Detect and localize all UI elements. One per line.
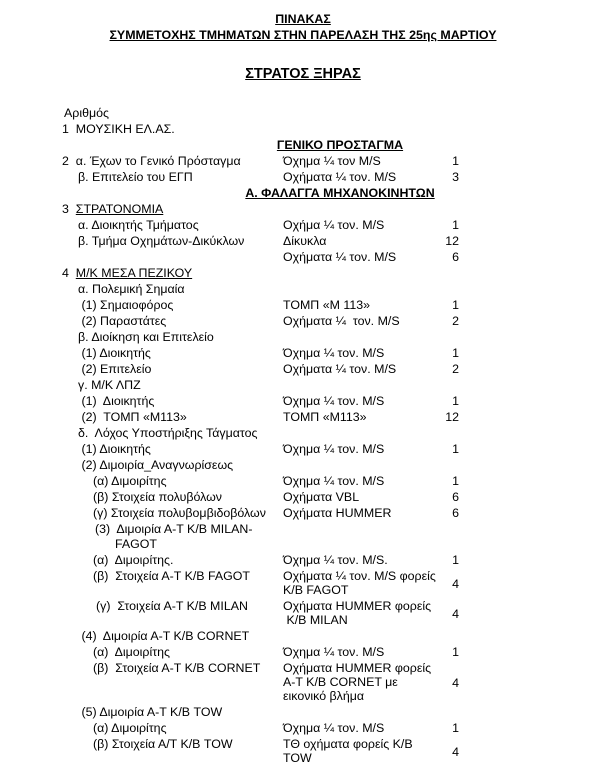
row-label bbox=[96, 599, 248, 614]
row-label bbox=[93, 506, 266, 521]
row-label bbox=[62, 154, 241, 169]
column-label-number: Αριθμός bbox=[64, 106, 109, 120]
row-label bbox=[62, 122, 175, 137]
vehicle-type: Δίκυκλα bbox=[283, 234, 327, 248]
row-label-text: δ. Λόχος Υποστήριξης Τάγματος bbox=[78, 426, 258, 440]
vehicle-type: Οχήμα ¼ τον. M/S bbox=[283, 218, 385, 232]
row-label-text: β. Τμήμα Οχημάτων-Δικύκλων bbox=[78, 234, 245, 248]
vehicle-type: Οχήματα HUMMER bbox=[283, 506, 392, 520]
row-label-text: α. Πολεμική Σημαία bbox=[78, 282, 185, 296]
vehicle-count: 1 bbox=[452, 721, 459, 735]
row-label bbox=[95, 522, 252, 537]
section-heading: Α. ΦΑΛΑΓΓΑ ΜΗΧΑΝΟΚΙΝΗΤΩΝ bbox=[245, 186, 435, 200]
vehicle-count: 1 bbox=[452, 474, 459, 488]
row-label-text: (2) ΤΟΜΠ «Μ113» bbox=[78, 410, 187, 424]
section-heading: ΓΕΝΙΚΟ ΠΡΟΣΤΑΓΜΑ bbox=[276, 138, 404, 152]
row-label bbox=[115, 537, 157, 552]
row-label-text: (β) Στοιχεία πολυβόλων bbox=[93, 490, 222, 504]
row-label bbox=[78, 442, 151, 457]
row-label-text: (β) Στοιχεία Α-Τ Κ/Β FAGOT bbox=[93, 569, 250, 583]
vehicle-count: 1 bbox=[452, 298, 459, 312]
row-label bbox=[93, 553, 173, 568]
row-label-text: (α) Διμοιρίτης bbox=[93, 474, 167, 488]
row-label bbox=[62, 202, 163, 217]
row-label bbox=[93, 490, 222, 505]
row-label bbox=[78, 394, 154, 409]
vehicle-type: Όχημα ¼ τον M/S bbox=[283, 154, 381, 168]
row-label-text: β. Επιτελείο του ΕΓΠ bbox=[78, 170, 193, 184]
vehicle-count: 1 bbox=[452, 154, 459, 168]
row-label bbox=[93, 721, 167, 736]
row-label-text: (1) Διοικητής bbox=[78, 394, 155, 408]
vehicle-type: Όχημα ¼ τον. M/S. bbox=[283, 553, 388, 567]
row-label-text: 1 ΜΟΥΣΙΚΗ ΕΛ.ΑΣ. bbox=[62, 122, 175, 136]
vehicle-type: Οχήματα VBL bbox=[283, 490, 360, 504]
row-label bbox=[78, 458, 233, 473]
vehicle-type-cont: Κ/Β FAGOT bbox=[283, 583, 349, 597]
vehicle-type: Οχήματα ¼ τον. M/S bbox=[283, 170, 397, 184]
vehicle-type-cont: Α-Τ Κ/Β CORNET με bbox=[283, 675, 398, 689]
vehicle-type: ΤΘ οχήματα φορείς Κ/Β bbox=[283, 737, 413, 751]
row-label-text: (1) Διοικητής bbox=[78, 346, 151, 360]
row-label-underlined: ΣΤΡΑΤΟΝΟΜΙΑ bbox=[75, 202, 164, 216]
vehicle-count: 4 bbox=[452, 607, 459, 621]
vehicle-count: 1 bbox=[452, 442, 459, 456]
row-label-text: (β) Στοιχεία Α-Τ Κ/Β CORNET bbox=[93, 661, 261, 675]
vehicle-count: 6 bbox=[452, 250, 459, 264]
vehicle-count: 2 bbox=[452, 314, 459, 328]
document-title: ΠΙΝΑΚΑΣ bbox=[275, 12, 331, 26]
row-label bbox=[78, 426, 257, 441]
vehicle-count: 12 bbox=[445, 234, 459, 248]
vehicle-type: Οχήματα ¼ τον. M/S bbox=[283, 250, 397, 264]
vehicle-type-cont: Κ/Β MILAN bbox=[283, 613, 348, 627]
vehicle-type: Οχήματα ¼ τον. M/S φορείς bbox=[283, 569, 436, 583]
row-label-text: α. Διοικητής Τμήματος bbox=[78, 218, 199, 232]
row-label bbox=[78, 314, 166, 329]
vehicle-type: Όχημα ¼ τον. M/S bbox=[283, 721, 385, 735]
vehicle-type: Οχήματα HUMMER φορείς bbox=[283, 661, 432, 675]
row-label-text: (2) Επιτελείο bbox=[78, 362, 152, 376]
row-label bbox=[78, 330, 214, 345]
vehicle-count: 12 bbox=[445, 410, 459, 424]
row-label-text: (β) Στοιχεία Α/Τ Κ/Β TOW bbox=[93, 737, 233, 751]
row-label bbox=[78, 705, 222, 720]
row-label-text: (1) Διοικητής bbox=[78, 442, 151, 456]
row-label bbox=[78, 234, 244, 249]
vehicle-type: Οχήματα ¼ τον. M/S bbox=[283, 314, 400, 328]
row-label-text: (2) Παραστάτες bbox=[78, 314, 167, 328]
row-label bbox=[62, 266, 192, 281]
row-label bbox=[93, 569, 250, 584]
row-label-text: γ. Μ/Κ ΛΠΖ bbox=[78, 378, 141, 392]
row-label-text: (5) Διμοιρία Α-Τ Κ/Β TOW bbox=[78, 705, 223, 719]
row-label bbox=[93, 645, 170, 660]
vehicle-count: 1 bbox=[452, 218, 459, 232]
vehicle-type: ΤΟΜΠ «Μ 113» bbox=[283, 298, 370, 312]
vehicle-count: 1 bbox=[452, 394, 459, 408]
row-label bbox=[78, 282, 185, 297]
row-label-underlined: Μ/Κ ΜΕΣΑ ΠΕΖΙΚΟΥ bbox=[75, 266, 193, 280]
row-label bbox=[78, 362, 151, 377]
row-label bbox=[93, 737, 233, 752]
row-label bbox=[78, 218, 199, 233]
vehicle-type: Όχημα ¼ τον. M/S bbox=[283, 474, 385, 488]
row-label bbox=[78, 346, 151, 361]
vehicle-type-cont: TOW bbox=[283, 751, 312, 765]
vehicle-type: Οχήματα HUMMER φορείς bbox=[283, 599, 432, 613]
row-label-text: (4) Διμοιρία Α-Τ Κ/Β CORNET bbox=[78, 629, 250, 643]
document-title-subline: ΣΥΜΜΕΤΟΧΗΣ ΤΜΗΜΑΤΩΝ ΣΤΗΝ ΠΑΡΕΛΑΣΗ ΤΗΣ 25ης ΜΑΡΤΙΟΥ bbox=[109, 28, 497, 42]
row-label-text: (γ) Στοιχεία πολυβομβιδοβόλων bbox=[93, 506, 266, 520]
vehicle-count: 3 bbox=[452, 170, 459, 184]
vehicle-count: 6 bbox=[452, 506, 459, 520]
row-label-text: 4 bbox=[62, 266, 76, 280]
vehicle-count: 1 bbox=[452, 346, 459, 360]
vehicle-type: Όχημα ¼ τον. M/S bbox=[283, 442, 385, 456]
vehicle-type: ΤΟΜΠ «Μ113» bbox=[283, 410, 367, 424]
row-label-text: (α) Διμοιρίτης bbox=[93, 645, 170, 659]
row-label bbox=[78, 170, 193, 185]
row-label-text: 2 α. Έχων το Γενικό Πρόσταγμα bbox=[62, 154, 241, 168]
vehicle-count: 2 bbox=[452, 362, 459, 376]
vehicle-count: 6 bbox=[452, 490, 459, 504]
vehicle-count: 4 bbox=[452, 577, 459, 591]
row-label bbox=[93, 474, 167, 489]
row-label-text: (α) Διμοιρίτης. bbox=[93, 553, 174, 567]
row-label bbox=[78, 378, 141, 393]
row-label bbox=[78, 629, 249, 644]
vehicle-count: 1 bbox=[452, 553, 459, 567]
vehicle-type: Όχημα ¼ τον. M/S bbox=[283, 645, 385, 659]
row-label-text: FAGOT bbox=[115, 537, 157, 551]
row-label-text: (3) Διμοιρία Α-Τ Κ/Β MILAN- bbox=[95, 522, 253, 536]
row-label bbox=[78, 410, 187, 425]
row-label-text: β. Διοίκηση και Επιτελείο bbox=[78, 330, 214, 344]
row-label-text: (γ) Στοιχεία Α-Τ Κ/Β MILAN bbox=[96, 599, 248, 613]
vehicle-type: Όχημα ¼ τον. M/S bbox=[283, 346, 385, 360]
vehicle-count: 1 bbox=[452, 645, 459, 659]
vehicle-count: 4 bbox=[452, 745, 459, 759]
vehicle-type-cont: εικονικό βλήμα bbox=[283, 689, 365, 703]
vehicle-count: 4 bbox=[452, 676, 459, 690]
row-label bbox=[93, 661, 260, 676]
row-label bbox=[78, 298, 173, 313]
row-label-text: (2) Διμοιρία_Αναγνωρίσεως bbox=[78, 458, 234, 472]
row-label-text: (α) Διμοιρίτης bbox=[93, 721, 167, 735]
vehicle-type: Όχημα ¼ τον. M/S bbox=[283, 394, 385, 408]
section-title: ΣΤΡΑΤΟΣ ΞΗΡΑΣ bbox=[245, 66, 361, 82]
row-label-text: (1) Σημαιοφόρος bbox=[78, 298, 174, 312]
row-label-text: 3 bbox=[62, 202, 76, 216]
vehicle-type: Οχήματα ¼ τον. M/S bbox=[283, 362, 397, 376]
